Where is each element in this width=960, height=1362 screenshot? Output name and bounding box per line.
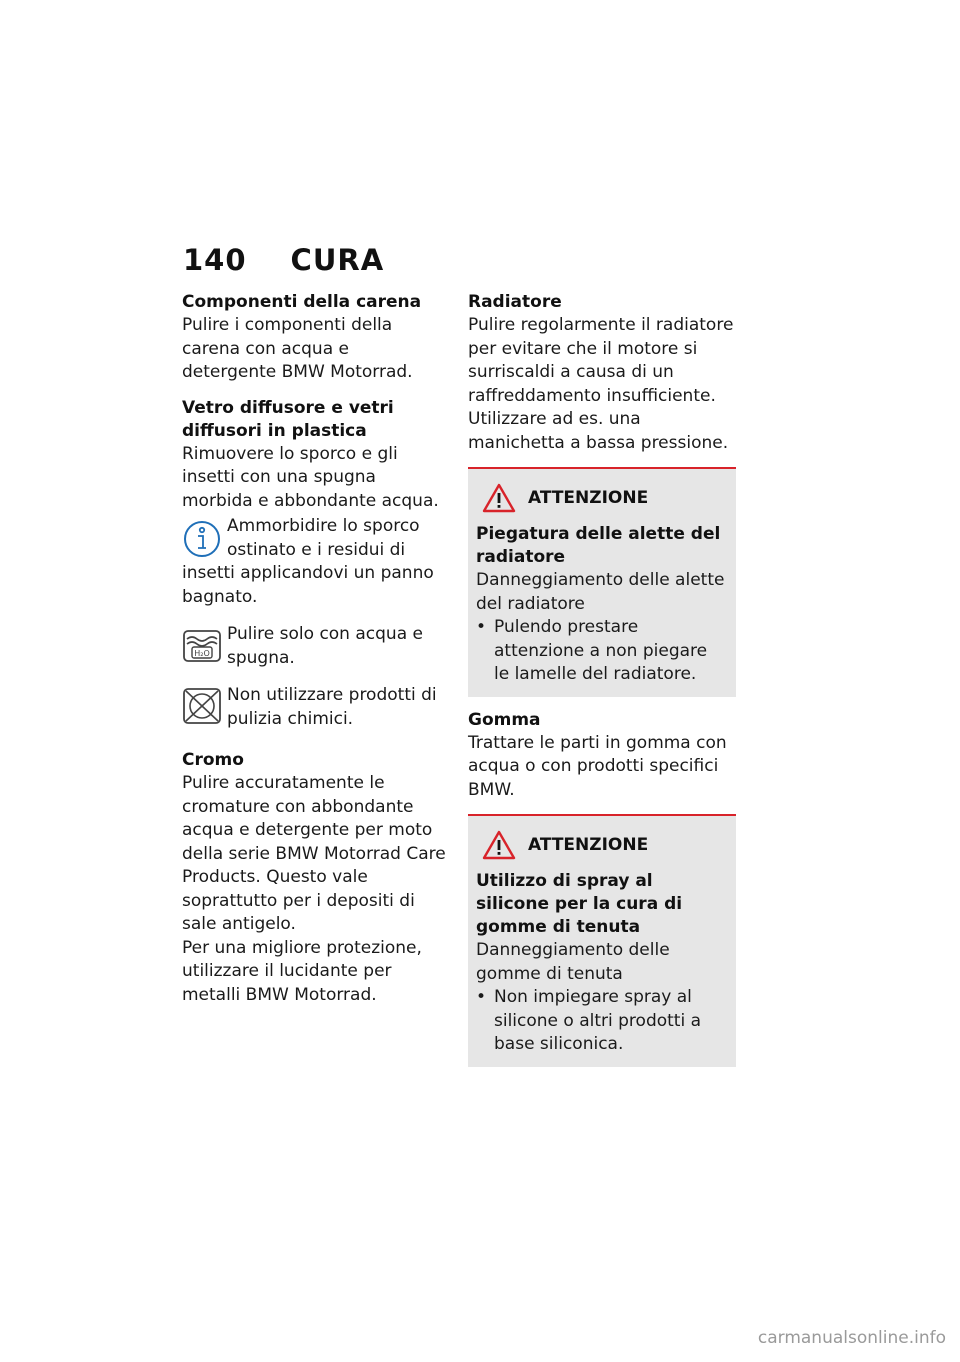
warning-header [476, 830, 726, 860]
no-chemicals-icon [182, 686, 222, 726]
warning-bullet: • Pulendo prestare attenzione a non piegare le lamelle del radiatore. [476, 616, 726, 687]
svg-text:H₂O: H₂O [194, 649, 210, 658]
info-text: Ammorbidire lo sporco ostinato e i residui di insetti applicandovi un panno bagnato. [182, 516, 434, 607]
warning-title: Piegatura delle alette del radiatore [476, 524, 721, 567]
warning-header [476, 483, 726, 513]
section-title-cromo: Cromo [182, 750, 244, 770]
section-title-vetro: Vetro diffusore e vetri diffusori in plastica [182, 397, 394, 441]
section-text-carena: Pulire i componenti della carena con acqua e detergente BMW Motorrad. [182, 315, 413, 382]
warning-triangle-icon [482, 830, 516, 860]
water-text: Pulire solo con acqua e spugna. [227, 624, 423, 668]
water-wash-icon [182, 625, 222, 665]
no-chemicals-note [182, 684, 448, 731]
section-title-carena: Componenti della carena [182, 292, 422, 312]
section-text-cromo-2: Per una migliore protezione, utilizzare il lucidante per metalli BMW Motorrad. [182, 937, 422, 1005]
section-text-gomma: Trattare le parti in gomma con acqua o con prodotti specifici BMW. [468, 732, 727, 800]
page-header [183, 243, 384, 277]
warning-box-radiator [468, 467, 736, 697]
page-number: 140 [183, 243, 247, 277]
info-note [182, 515, 448, 609]
warning-title: Utilizzo di spray al silicone per la cura di gomme di tenuta [476, 871, 683, 937]
section-text-radiatore-2: Utilizzare ad es. una manichetta a bassa pressione. [468, 409, 729, 453]
watermark: carmanualsonline.info [757, 1328, 946, 1348]
warning-label: ATTENZIONE [528, 488, 649, 508]
section-text-vetro: Rimuovere lo sporco e gli insetti con una spugna morbida e abbondante acqua. [182, 443, 439, 511]
section-title-radiatore: Radiatore [468, 292, 562, 312]
no-chemicals-text: Non utilizzare prodotti di pulizia chimici. [227, 685, 437, 729]
section-title-gomma: Gomma [468, 709, 541, 730]
warning-consequence: Danneggiamento delle gomme di tenuta [476, 940, 670, 984]
warning-consequence: Danneggiamento delle alette del radiatore [476, 570, 725, 614]
warning-bullet: • Non impiegare spray al silicone o altri prodotti a base siliconica. [476, 986, 726, 1057]
warning-triangle-icon [482, 483, 516, 513]
left-column [182, 291, 448, 1007]
section-text-cromo-1: Pulire accuratamente le cromature con abbondante acqua e detergente per moto della serie BMW Motorrad Care Products. Questo vale soprattutto per i depositi di sale antigelo. [182, 773, 446, 934]
right-column [468, 291, 736, 1067]
chapter-title: CURA [290, 243, 385, 277]
warning-label: ATTENZIONE [528, 835, 649, 855]
water-note [182, 623, 448, 670]
warning-box-rubber [468, 814, 736, 1067]
section-text-radiatore-1: Pulire regolarmente il radiatore per evitare che il motore si surriscaldi a causa di un raffreddamento insufficiente. [468, 315, 734, 406]
info-icon [182, 519, 222, 559]
